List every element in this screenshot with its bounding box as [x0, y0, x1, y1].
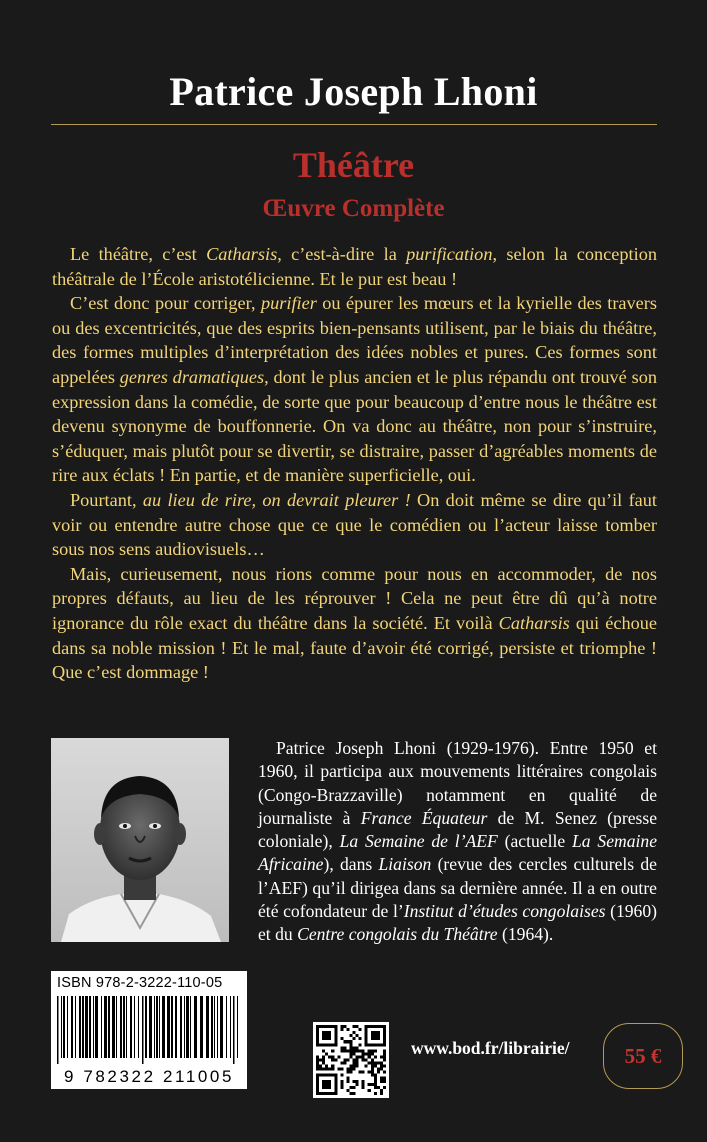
barcode-icon — [55, 996, 243, 1064]
portrait-image — [51, 738, 229, 942]
text-run: (actuelle — [497, 831, 572, 852]
text-run: qui échoue dans sa noble mission ! Et le mal, faute d’avoir été corrigé, persiste et triomphe ! Que c’est dommage ! — [52, 612, 658, 683]
italic-text-run: Centre congolais du Théâtre — [297, 924, 498, 945]
publisher-url: www.bod.fr/librairie/ — [411, 1038, 570, 1058]
book-subtitle: Œuvre Complète — [262, 195, 445, 222]
author-biography — [258, 737, 657, 947]
text-run: , selon la conception théâtrale de l’École aristotélicienne. Et le pur est beau ! — [52, 244, 657, 289]
ean-digits: 9 782322 211005 — [63, 1067, 235, 1086]
text-run: Mais, curieusement, nous rions comme pour nous en accommoder, de nos propres défauts, au lieu de les réprouver ! Cela ne peut être dû qu’à notre ignorance du rôle exact du théâtre dans la société. Et voilà — [52, 563, 657, 633]
italic-text-run: genres dramatiques — [119, 366, 265, 387]
italic-text-run: Catharsis — [498, 612, 570, 633]
text-run: , dont le plus ancien et le plus répandu ont trouvé son expression dans la comédie, de sorte que pour beaucoup d’entre nous le théâtre est devenu synonyme de bouffonnerie. On va donc au théâtre, non pour s’instruire, s’éduquer, mais plutôt pour se divertir, se distraire, passer d’agréables moments de rire aux éclats ! En partie, et de manière superficielle, oui. — [52, 366, 657, 486]
bio-paragraph — [258, 737, 657, 947]
italic-text-run: France Équateur — [360, 807, 488, 828]
text-run: (1964). — [497, 924, 554, 945]
italic-text-run: purifier — [261, 293, 317, 314]
text-run: de M. Senez (presse coloniale), — [258, 807, 658, 852]
italic-text-run: La Semaine de l’AEF — [339, 831, 498, 852]
text-run: (1960) et du — [258, 901, 658, 945]
author-name: Patrice Joseph Lhoni — [169, 69, 538, 114]
italic-text-run: purification — [406, 244, 493, 264]
italic-text-run: La Semaine Africaine — [258, 831, 657, 875]
blurb-paragraph — [52, 488, 657, 562]
blurb-paragraph — [52, 242, 657, 291]
author-portrait — [51, 738, 229, 942]
price-badge: 55 € — [603, 1023, 683, 1089]
back-cover-blurb — [52, 242, 657, 685]
text-run: Patrice Joseph Lhoni (1929-1976). Entre 1950 et 1960, il participa aux mouvements littéraires congolais (Congo-Brazzaville) notamment en qualité de journaliste à — [258, 738, 657, 828]
italic-text-run: Liaison — [378, 854, 432, 875]
text-run: C’est donc pour corriger, — [70, 293, 261, 314]
text-run: On doit même se dire qu’il faut voir ou entendre autre chose que ce que le comédien ou l’acteur laisse tomber sous nos sens audiovisuels… — [52, 489, 658, 560]
title-divider — [51, 124, 657, 125]
blurb-paragraph — [52, 562, 657, 685]
italic-text-run: au lieu de rire, on devrait pleurer ! — [142, 489, 411, 510]
qr-code-icon — [313, 1022, 389, 1098]
italic-text-run: Institut d’études congolaises — [403, 901, 606, 922]
text-run: Pourtant, — [70, 489, 143, 510]
text-run: ), dans — [323, 854, 379, 875]
isbn-barcode-panel — [51, 971, 247, 1089]
blurb-paragraph — [52, 291, 657, 488]
text-run: ou épurer les mœurs et la kyrielle des travers ou des excentricités, que des esprits bien-pensants utilisent, par le biais du théâtre, des formes multiples d’interprétation des idées nobles et pures. Ces formes sont appelées — [52, 293, 658, 387]
isbn-label: ISBN 978-2-3222-110-05 — [57, 975, 223, 991]
text-run: Le théâtre, c’est — [70, 244, 207, 264]
italic-text-run: Catharsis — [206, 244, 278, 264]
book-title: Théâtre — [292, 145, 415, 185]
text-run: , c’est-à-dire la — [277, 244, 407, 264]
text-run: (revue des cercles culturels de l’AEF) qu’il dirigea dans sa dernière année. Il a en outre été cofondateur de l’ — [258, 854, 657, 922]
